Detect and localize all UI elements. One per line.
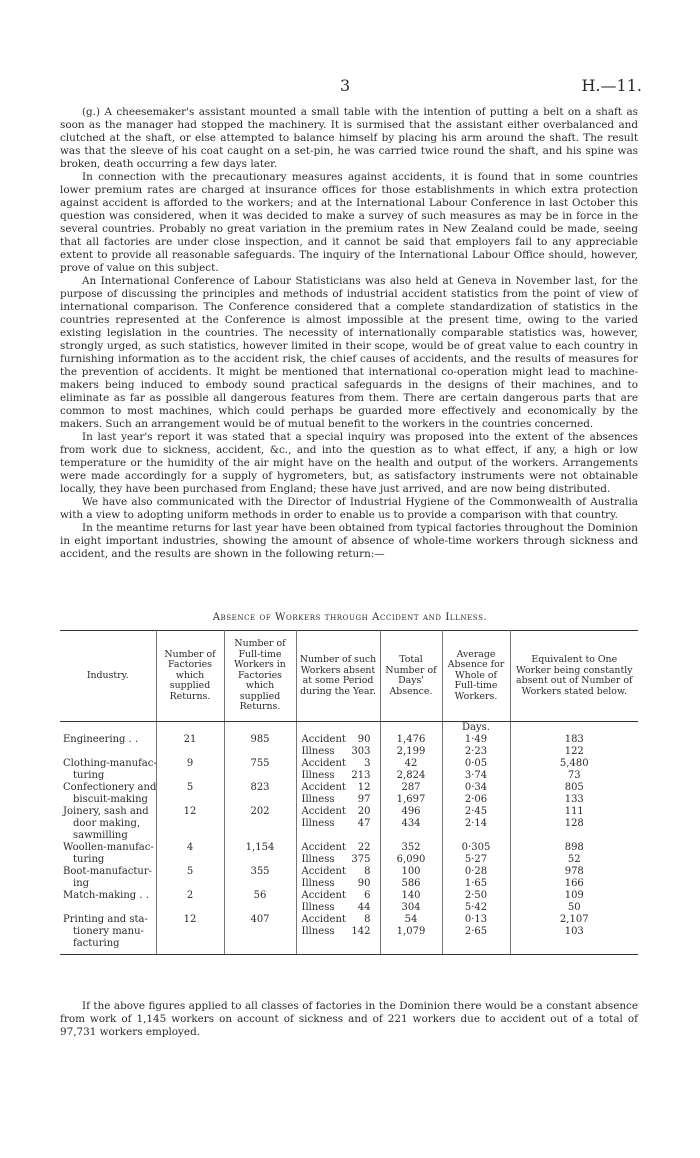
paragraph: In connection with the precautionary measures against accidents, it is found that in some countries lower premium rates are charged at insurance offices for those establishments in which extra protection against accident is afforded to the workers; and at the International Labour Conference in last October this question was considered, when it was decided to make a survey of such measures as may be in force in the several countries. Probably no great variation in the premium rates in New Zealand could be made, seeing that all factories are under close inspection, and it cannot be said that employers fail to any appreciable extent to provide all reasonable safeguards. The inquiry of the International Labour Office should, however, prove of value on this subject. (60, 171, 638, 274)
equivalent-value: 109 (564, 890, 584, 901)
header-factories: Number of Factories which supplied Returns. (156, 631, 224, 722)
days-unit-label: Days. (462, 722, 490, 733)
average-cell (442, 758, 510, 782)
industry-name: ing (73, 878, 90, 889)
cause-line (300, 914, 377, 926)
industry-name: Match-making . . (63, 890, 149, 901)
factories-value: 5 (186, 782, 194, 793)
factories-value: 9 (186, 758, 194, 769)
equivalent-cell (510, 782, 638, 806)
industry-name: biscuit-making (73, 794, 148, 805)
industry-name: Confectionery and (63, 782, 157, 793)
table-row (60, 758, 638, 782)
industry-name: Clothing-manufac- (63, 758, 157, 769)
days-value: 100 (401, 866, 421, 877)
cause-line (300, 926, 377, 938)
cause-label: Accident (301, 734, 346, 745)
absent-count: 20 (357, 806, 371, 817)
cause-line (300, 842, 377, 854)
absent-count: 8 (364, 866, 371, 877)
factories-value: 12 (183, 914, 197, 925)
absent-count: 6 (364, 890, 371, 901)
workers-cell (224, 914, 296, 955)
average-value: 0·34 (464, 782, 488, 793)
equivalent-value: 111 (564, 806, 584, 817)
days-value: 586 (401, 878, 421, 889)
equivalent-value: 2,107 (559, 914, 589, 925)
absent-count: 3 (364, 758, 371, 769)
factories-cell (156, 890, 224, 914)
header-absent: Number of such Workers absent at some Period during the Year. (296, 631, 380, 722)
equivalent-value: 166 (564, 878, 584, 889)
workers-value: 407 (250, 914, 270, 925)
cause-label: Illness (301, 794, 335, 805)
average-cell (442, 806, 510, 842)
industry-name: tionery manu- (73, 926, 144, 937)
page-number: 3 (340, 76, 351, 95)
table-row (60, 722, 638, 759)
unit-spacer (514, 722, 636, 734)
average-value: 0·13 (464, 914, 488, 925)
average-value: 2·45 (464, 806, 488, 817)
days-value: 42 (404, 758, 418, 769)
cause-line (300, 818, 377, 830)
workers-value: 202 (250, 806, 270, 817)
summary-text (60, 1000, 638, 1039)
average-cell (442, 890, 510, 914)
factories-cell (156, 842, 224, 866)
average-value: 0·28 (464, 866, 488, 877)
days-value: 6,090 (396, 854, 426, 865)
equivalent-value: 128 (564, 818, 584, 829)
cause-line (300, 854, 377, 866)
absent-cell (296, 758, 380, 782)
equivalent-cell (510, 758, 638, 782)
absent-count: 90 (357, 878, 371, 889)
average-value: 2·50 (464, 890, 488, 901)
industry-cell (60, 722, 156, 759)
paragraph: (g.) A cheesemaker's assistant mounted a small table with the intention of putting a belt on a shaft as soon as the manager had stopped the machinery. It is surmised that the assistant either overbalanced and clutched at the shaft, or else attempted to balance himself by placing his arm around the shaft. The result was that the sleeve of his coat caught on a set-pin, he was carried twice round the shaft, and his spine was broken, death occurring a few days later. (60, 106, 638, 170)
equivalent-cell (510, 866, 638, 890)
workers-value: 755 (250, 758, 270, 769)
workers-cell (224, 722, 296, 759)
factories-value: 2 (186, 890, 194, 901)
days-value: 2,199 (396, 746, 426, 757)
cause-label: Illness (301, 878, 335, 889)
days-value: 140 (401, 890, 421, 901)
absent-cell (296, 782, 380, 806)
industry-name: sawmilling (73, 830, 128, 841)
days-value: 434 (401, 818, 421, 829)
absent-count: 12 (357, 782, 371, 793)
equivalent-value: 50 (567, 902, 581, 913)
absent-cell (296, 914, 380, 955)
days-cell (380, 866, 442, 890)
factories-cell (156, 782, 224, 806)
equivalent-cell (510, 842, 638, 866)
equivalent-value: 52 (567, 854, 581, 865)
cause-label: Illness (301, 854, 335, 865)
absent-count: 22 (357, 842, 371, 853)
factories-cell (156, 758, 224, 782)
absent-count: 213 (351, 770, 371, 781)
days-cell (380, 722, 442, 759)
industry-name: facturing (73, 938, 120, 949)
days-value: 1,079 (396, 926, 426, 937)
days-cell (380, 782, 442, 806)
cause-label: Illness (301, 746, 335, 757)
average-cell (442, 722, 510, 759)
workers-cell (224, 782, 296, 806)
days-value: 54 (404, 914, 418, 925)
industry-cell (60, 782, 156, 806)
header-equivalent: Equivalent to One Worker being constantly absent out of Number of Workers stated below. (510, 631, 638, 722)
equivalent-value: 122 (564, 746, 584, 757)
average-value: 0·05 (464, 758, 488, 769)
cause-line (300, 794, 377, 806)
equivalent-value: 5,480 (559, 758, 589, 769)
equivalent-cell (510, 806, 638, 842)
equivalent-value: 133 (564, 794, 584, 805)
absent-count: 90 (357, 734, 371, 745)
cause-label: Accident (301, 890, 346, 901)
factories-value: 12 (183, 806, 197, 817)
cause-label: Accident (301, 842, 346, 853)
absent-count: 8 (364, 914, 371, 925)
industry-cell (60, 842, 156, 866)
equivalent-value: 103 (564, 926, 584, 937)
equivalent-value: 73 (567, 770, 581, 781)
days-value: 1,476 (396, 734, 426, 745)
average-value: 1·49 (464, 734, 488, 745)
table-body (60, 722, 638, 955)
equivalent-value: 183 (564, 734, 584, 745)
cause-label: Accident (301, 866, 346, 877)
equivalent-cell (510, 890, 638, 914)
header-workers: Number of Full-time Workers in Factories which supplied Returns. (224, 631, 296, 722)
average-value: 0·305 (461, 842, 491, 853)
absence-table-wrapper (60, 630, 638, 955)
absent-cell (296, 842, 380, 866)
cause-label: Accident (301, 914, 346, 925)
industry-cell (60, 914, 156, 955)
average-cell (442, 866, 510, 890)
cause-label: Accident (301, 806, 346, 817)
paragraph: In the meantime returns for last year have been obtained from typical factories throughout the Dominion in eight important industries, showing the amount of absence of whole-time workers through sickness and accident, and the results are shown in the following return:— (60, 522, 638, 560)
days-value: 352 (401, 842, 421, 853)
cause-line (300, 746, 377, 758)
equivalent-value: 978 (564, 866, 584, 877)
industry-name: Joinery, sash and (63, 806, 149, 817)
table-caption: Absence of Workers through Accident and Illness. (212, 612, 488, 623)
table-row (60, 914, 638, 955)
absent-count: 97 (357, 794, 371, 805)
absent-cell (296, 890, 380, 914)
factories-cell (156, 866, 224, 890)
cause-line (300, 770, 377, 782)
days-cell (380, 806, 442, 842)
equivalent-cell (510, 914, 638, 955)
average-value: 2·06 (464, 794, 488, 805)
table-row (60, 842, 638, 866)
table-header-row (60, 631, 638, 722)
header-average: Average Absence for Whole of Full-time Workers. (442, 631, 510, 722)
cause-line (300, 890, 377, 902)
cause-line (300, 734, 377, 746)
workers-value: 985 (250, 734, 270, 745)
equivalent-value: 805 (564, 782, 584, 793)
paragraph: We have also communicated with the Director of Industrial Hygiene of the Commonwealth of Australia with a view to adopting uniform methods in order to enable us to provide a comparison with that country. (60, 496, 638, 521)
average-value: 1·65 (464, 878, 488, 889)
days-value: 287 (401, 782, 421, 793)
industry-cell (60, 758, 156, 782)
cause-label: Accident (301, 782, 346, 793)
industry-name: turing (73, 854, 105, 865)
paragraph: An International Conference of Labour Statisticians was also held at Geneva in November last, for the purpose of discussing the principles and methods of industrial accident statistics from the point of view of international comparison. The Conference considered that a complete standardization of statistics in the countries represented at the Conference is almost impossible at the present time, owing to the varied existing legislation in the countries. The necessity of internationally comparable statistics was, however, strongly urged, as such statistics, however limited in their scope, would be of great value to each country in furnishing information as to the accident risk, the chief causes of accidents, and the results of measures for the prevention of accidents. It might be mentioned that international co-operation might lead to machine-makers being induced to embody sound practical safeguards in the designs of their machines, and to eliminate as far as possible all dangerous features from them. There are certain dangerous parts that are common to most machines, which could perhaps be guarded more effectively and economically by the makers. Such an arrangement would be of mutual benefit to the workers in the countries concerned. (60, 275, 638, 430)
days-value: 1,697 (396, 794, 426, 805)
absent-cell (296, 806, 380, 842)
average-value: 3·74 (464, 770, 488, 781)
paragraph: In last year's report it was stated that a special inquiry was proposed into the extent of the absences from work due to sickness, accident, &c., and into the question as to what effect, if any, a high or low temperature or the humidity of the air might have on the health and output of the workers. Arrangements were made accordingly for a supply of hygrometers, but, as satisfactory instruments were not obtainable locally, they have been purchased from England; these have just arrived, and are now being distributed. (60, 431, 638, 495)
factories-cell (156, 914, 224, 955)
equivalent-cell (510, 722, 638, 759)
factories-value: 21 (183, 734, 197, 745)
header-days: Total Number of Days' Absence. (380, 631, 442, 722)
days-cell (380, 842, 442, 866)
workers-cell (224, 758, 296, 782)
cause-label: Accident (301, 758, 346, 769)
average-value: 5·27 (464, 854, 488, 865)
header-industry: Industry. (60, 631, 156, 722)
absent-count: 375 (351, 854, 371, 865)
workers-cell (224, 806, 296, 842)
factories-cell (156, 722, 224, 759)
factories-value: 4 (186, 842, 194, 853)
industry-name: Engineering . . (63, 734, 139, 745)
industry-name: Woollen-manufac- (63, 842, 154, 853)
industry-name: turing (73, 770, 105, 781)
days-value: 304 (401, 902, 421, 913)
factories-value: 5 (186, 866, 194, 877)
cause-line (300, 782, 377, 794)
average-value: 2·65 (464, 926, 488, 937)
table-row (60, 890, 638, 914)
workers-cell (224, 890, 296, 914)
average-cell (442, 914, 510, 955)
average-value: 2·23 (464, 746, 488, 757)
cause-label: Illness (301, 770, 335, 781)
workers-value: 1,154 (245, 842, 275, 853)
workers-value: 823 (250, 782, 270, 793)
industry-name: Printing and sta- (63, 914, 148, 925)
page-reference: H.—11. (581, 76, 642, 95)
workers-cell (224, 842, 296, 866)
cause-line (300, 902, 377, 914)
absent-count: 44 (357, 902, 371, 913)
industry-cell (60, 806, 156, 842)
industry-cell (60, 866, 156, 890)
days-value: 2,824 (396, 770, 426, 781)
average-value: 5·42 (464, 902, 488, 913)
table-row (60, 866, 638, 890)
absent-count: 303 (351, 746, 371, 757)
cause-line (300, 866, 377, 878)
workers-value: 355 (250, 866, 270, 877)
average-value: 2·14 (464, 818, 488, 829)
absent-cell (296, 722, 380, 759)
absent-cell (296, 866, 380, 890)
body-text (60, 106, 638, 561)
cause-label: Illness (301, 902, 335, 913)
cause-line (300, 758, 377, 770)
days-cell (380, 890, 442, 914)
absence-table (60, 630, 638, 955)
industry-name: Boot-manufactur- (63, 866, 152, 877)
days-cell (380, 914, 442, 955)
cause-line (300, 806, 377, 818)
workers-cell (224, 866, 296, 890)
days-value: 496 (401, 806, 421, 817)
unit-spacer (384, 722, 439, 734)
equivalent-value: 898 (564, 842, 584, 853)
average-cell (442, 842, 510, 866)
table-row (60, 806, 638, 842)
average-cell (442, 782, 510, 806)
table-row (60, 782, 638, 806)
cause-label: Illness (301, 818, 335, 829)
cause-label: Illness (301, 926, 335, 937)
cause-line (300, 878, 377, 890)
summary-paragraph: If the above figures applied to all classes of factories in the Dominion there would be a constant absence from work of 1,145 workers on account of sickness and of 221 workers due to accident out of a total of 97,731 workers employed. (60, 1000, 638, 1038)
factories-cell (156, 806, 224, 842)
absent-count: 142 (351, 926, 371, 937)
days-cell (380, 758, 442, 782)
absent-count: 47 (357, 818, 371, 829)
industry-cell (60, 890, 156, 914)
workers-value: 56 (253, 890, 267, 901)
industry-name: door making, (73, 818, 141, 829)
